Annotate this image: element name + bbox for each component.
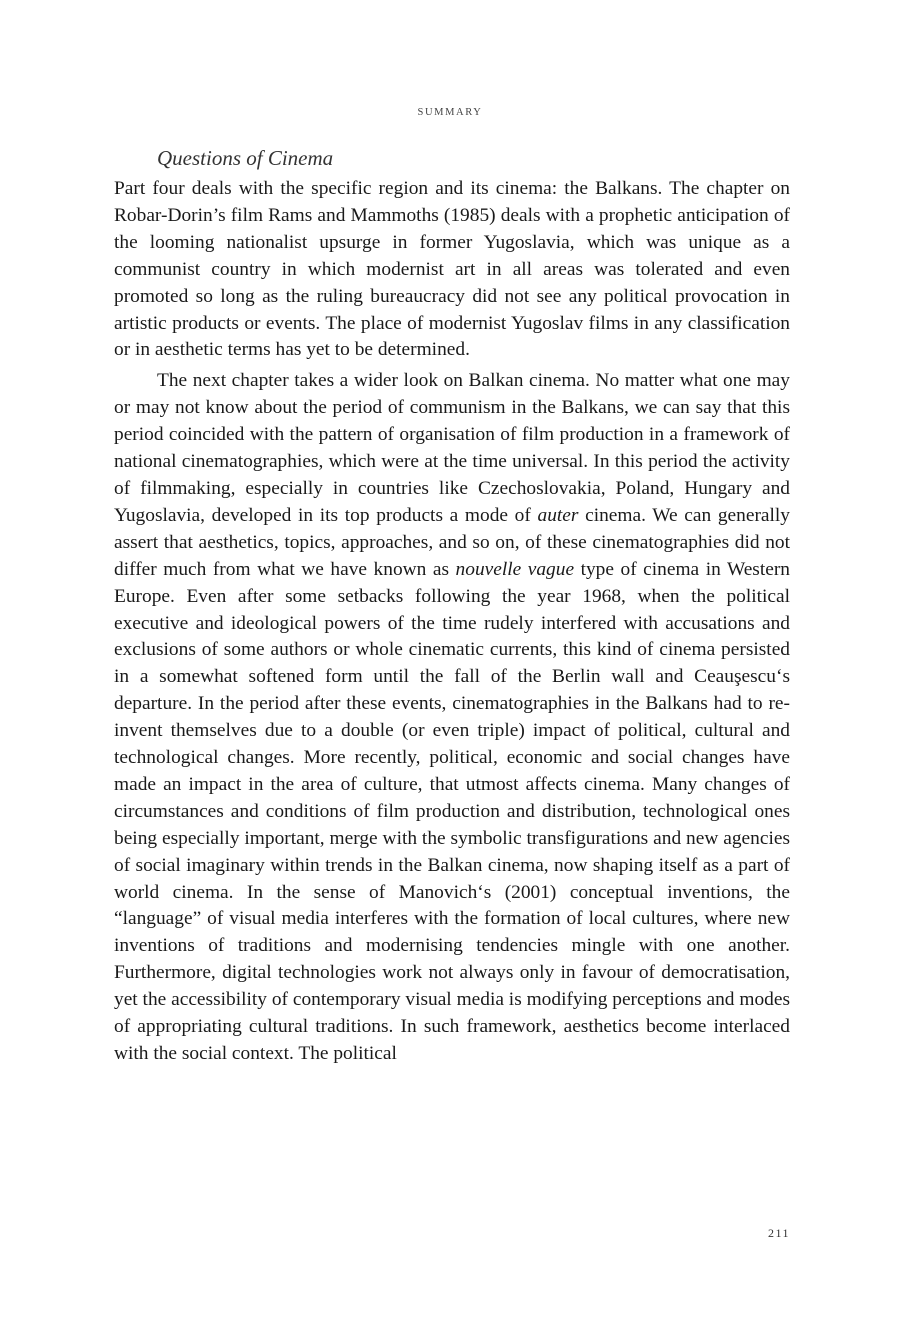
running-head: SUMMARY [417, 107, 483, 118]
paragraph-2-text-3: type of cinema in Western Europe. Even after some setbacks following the year 1968, when the political executive and ideological powers of the time rudely interfered with accusations and exclusions of some authors or whole cinematic currents, this kind of cinema persisted in a somewhat softened form until the fall of the Berlin wall and Ceauşescu‘s departure. In the period after these events, cinematographies in the Balkans had to re-invent themselves due to a double (or even triple) impact of political, cultural and technological changes. More recently, political, economic and social changes have made an impact in the area of culture, that utmost affects cinema. Many changes of circumstances and conditions of film production and distribution, technological ones being especially important, merge with the symbolic transfigurations and new agencies of social imaginary within trends in the Balkan cinema, now shaping itself as a part of world cinema. In the sense of Manovich‘s (2001) conceptual inventions, the “language” of visual media interferes with the formation of local cultures, where new inventions of traditions and modernising tendencies mingle with one another. Furthermore, digital technologies work not always only in favour of democratisation, yet the accessibility of contemporary visual media is modifying perceptions and modes of appropriating cultural traditions. In such framework, aesthetics become interlaced with the social context. The political [114, 558, 791, 1064]
paragraph-2-text-1: The next chapter takes a wider look on Balkan cinema. No matter what one may or may not know about the period of communism in the Balkans, we can say that this period coincided with the pattern of organisation of film production in a framework of national cinematographies, which were at the time universal. In this period the activity of filmmaking, especially in countries like Czechoslovakia, Poland, Hungary and Yugoslavia, developed in its top products a mode of [114, 370, 790, 526]
italic-term-nouvelle-vague: nouvelle vague [455, 558, 575, 580]
paragraph-1: Part four deals with the specific region and its cinema: the Balkans. The chapter on Robar-Dorin’s film Rams and Mammoths (1985) deals with a prophetic anticipation of the looming nationalist upsurge in former Yugoslavia, which was unique as a communist country in which modernist art in all areas was tolerated and even promoted so long as the ruling bureaucracy did not see any political provocation in artistic products or events. The place of modernist Yugoslav films in any classification or in aesthetic terms has yet to be determined. [114, 178, 790, 361]
italic-term-auter: auter [537, 504, 579, 526]
paragraph-2-text-2: cinema. We can generally assert that aesthetics, topics, approaches, and so on, of these cinematographies did not differ much from what we have known as [114, 504, 790, 580]
paragraph-2 [114, 368, 790, 1068]
body-text [114, 176, 790, 1068]
page-number: 211 [768, 1226, 791, 1240]
section-title: Questions of Cinema [157, 146, 334, 170]
